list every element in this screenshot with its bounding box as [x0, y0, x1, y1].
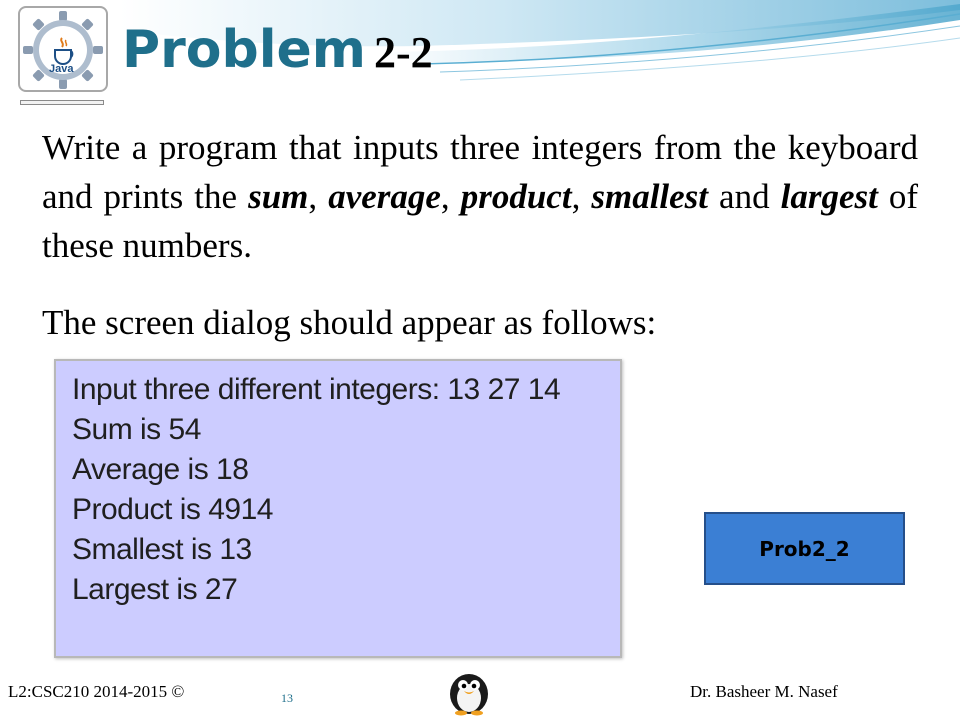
keyword-product: product	[460, 177, 572, 216]
keyword-smallest: smallest	[591, 177, 709, 216]
slide-title	[122, 20, 433, 80]
statement-end: of these numbers.	[42, 177, 919, 265]
statement-text: Write a program that inputs three integers from the keyboard and prints the	[42, 128, 918, 216]
keyword-largest: largest	[780, 177, 878, 216]
statement-sep: ,	[308, 177, 329, 216]
console-line: Largest is 27	[72, 573, 238, 606]
java-logo-label: Java	[49, 63, 74, 75]
slide-number: 13	[281, 691, 293, 705]
title-number: 2-2	[373, 28, 433, 77]
footer-author: Dr. Basheer M. Nasef	[690, 682, 838, 701]
statement-sep: ,	[571, 177, 592, 216]
console-line: Sum is 54	[72, 413, 201, 446]
console-line: Product is 4914	[72, 493, 273, 526]
statement-sep: and	[708, 177, 781, 216]
keyword-average: average	[328, 177, 441, 216]
keyword-sum: sum	[248, 177, 309, 216]
console-line: Average is 18	[72, 453, 249, 486]
logo-underline	[20, 100, 104, 105]
dialog-intro: The screen dialog should appear as follows:	[42, 303, 657, 342]
prob2-2-button[interactable]: Prob2_2	[704, 512, 905, 585]
title-word: Problem	[122, 20, 366, 80]
java-gear-icon	[22, 10, 104, 90]
problem-statement	[42, 123, 918, 270]
sample-output-console	[54, 359, 622, 658]
statement-sep: ,	[440, 177, 461, 216]
console-line: Smallest is 13	[72, 533, 252, 566]
console-lines	[56, 370, 560, 610]
java-logo	[0, 0, 120, 114]
penguin-icon	[447, 670, 491, 716]
console-line: Input three different integers: 13 27 14	[72, 373, 561, 406]
footer-course: L2:CSC210 2014-2015 ©	[8, 682, 185, 701]
